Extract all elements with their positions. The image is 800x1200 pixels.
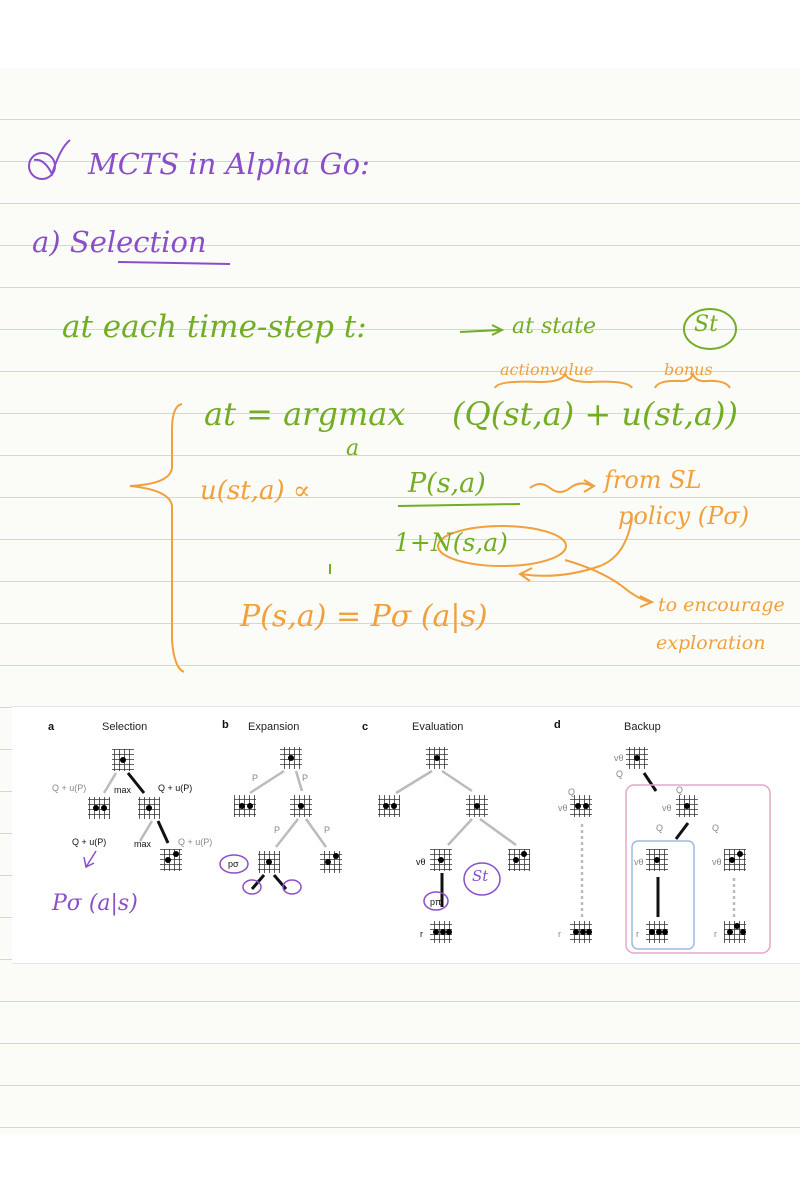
state-annotation: St [472, 867, 489, 885]
panel-b-title: Expansion [248, 721, 300, 733]
panel-d-letter: d [554, 719, 561, 731]
panel-b-letter: b [222, 719, 229, 731]
panel-a-title: Selection [102, 721, 148, 733]
action-value-label: actionvalue [500, 360, 594, 379]
state-symbol: St [694, 312, 718, 337]
mcts-diagram-strokes [12, 707, 800, 963]
state-text: at state [512, 314, 597, 339]
note-explore-1: to encourage [658, 594, 785, 616]
v-theta-label: vθ [634, 857, 644, 867]
eq3: P(s,a) = Pσ (a|s) [240, 599, 488, 634]
p-label: P [324, 825, 331, 835]
section-title: a) Selection [32, 225, 207, 259]
q-label: Q [616, 769, 624, 779]
q-label: Q [676, 785, 684, 795]
q-label: Q [656, 823, 664, 833]
panel-c-title: Evaluation [412, 721, 464, 733]
eq1-subscript: a [346, 436, 360, 461]
explore-arrow-icon [565, 560, 652, 607]
p-pi-label: pπ [430, 897, 442, 907]
q-u-p-label: Q + u(P) [158, 783, 193, 793]
panel-a-letter: a [48, 721, 55, 733]
note-explore-2: exploration [656, 632, 766, 654]
bonus-label: bonus [664, 360, 713, 379]
r-label: r [714, 929, 717, 939]
eq1-rhs: (Q(st,a) + u(st,a)) [452, 395, 738, 433]
p-label: P [252, 773, 259, 783]
v-theta-label: vθ [712, 857, 722, 867]
q-u-p-label: Q + u(P) [52, 783, 87, 793]
v-theta-label: vθ [662, 803, 672, 813]
eq2-denominator: 1+N(s,a) [394, 528, 508, 557]
curly-brace [130, 404, 184, 672]
r-label: r [636, 929, 639, 939]
max-label: max [114, 785, 132, 795]
panel-d-title: Backup [624, 721, 661, 733]
q-label: Q [568, 787, 576, 797]
step-text: at each time-step t: [62, 309, 367, 345]
section-underline [118, 262, 230, 264]
panel-c-letter: c [362, 721, 369, 733]
v-theta-label: vθ [416, 857, 426, 867]
q-label: Q [712, 823, 720, 833]
arrow-icon [460, 325, 502, 335]
p-sigma-label: pσ [228, 859, 239, 869]
eq2-numerator: P(s,a) [408, 468, 486, 499]
check-circle-icon [29, 153, 55, 179]
v-theta-label: vθ [614, 753, 624, 763]
note-sl: from SL [604, 466, 702, 494]
eq1-lhs: at = argmax [204, 395, 406, 433]
fraction-line [398, 504, 520, 506]
policy-annotation: Pσ (a|s) [52, 891, 138, 916]
max-label: max [134, 839, 152, 849]
mcts-figure [12, 706, 800, 964]
q-u-p-label: Q + u(P) [178, 837, 213, 847]
policy-arrow-icon [520, 518, 632, 581]
squiggle-arrow-icon [530, 480, 594, 492]
r-label: r [420, 929, 423, 939]
note-policy: policy (Pσ) [618, 502, 750, 530]
annotation-arrow-icon [84, 851, 96, 867]
q-u-p-label: Q + u(P) [72, 837, 107, 847]
p-label: P [274, 825, 281, 835]
v-theta-label: vθ [558, 803, 568, 813]
p-label: P [302, 773, 309, 783]
r-label: r [558, 929, 561, 939]
notes-heading: MCTS in Alpha Go: [88, 147, 370, 181]
eq2-lhs: u(st,a) ∝ [200, 476, 311, 506]
